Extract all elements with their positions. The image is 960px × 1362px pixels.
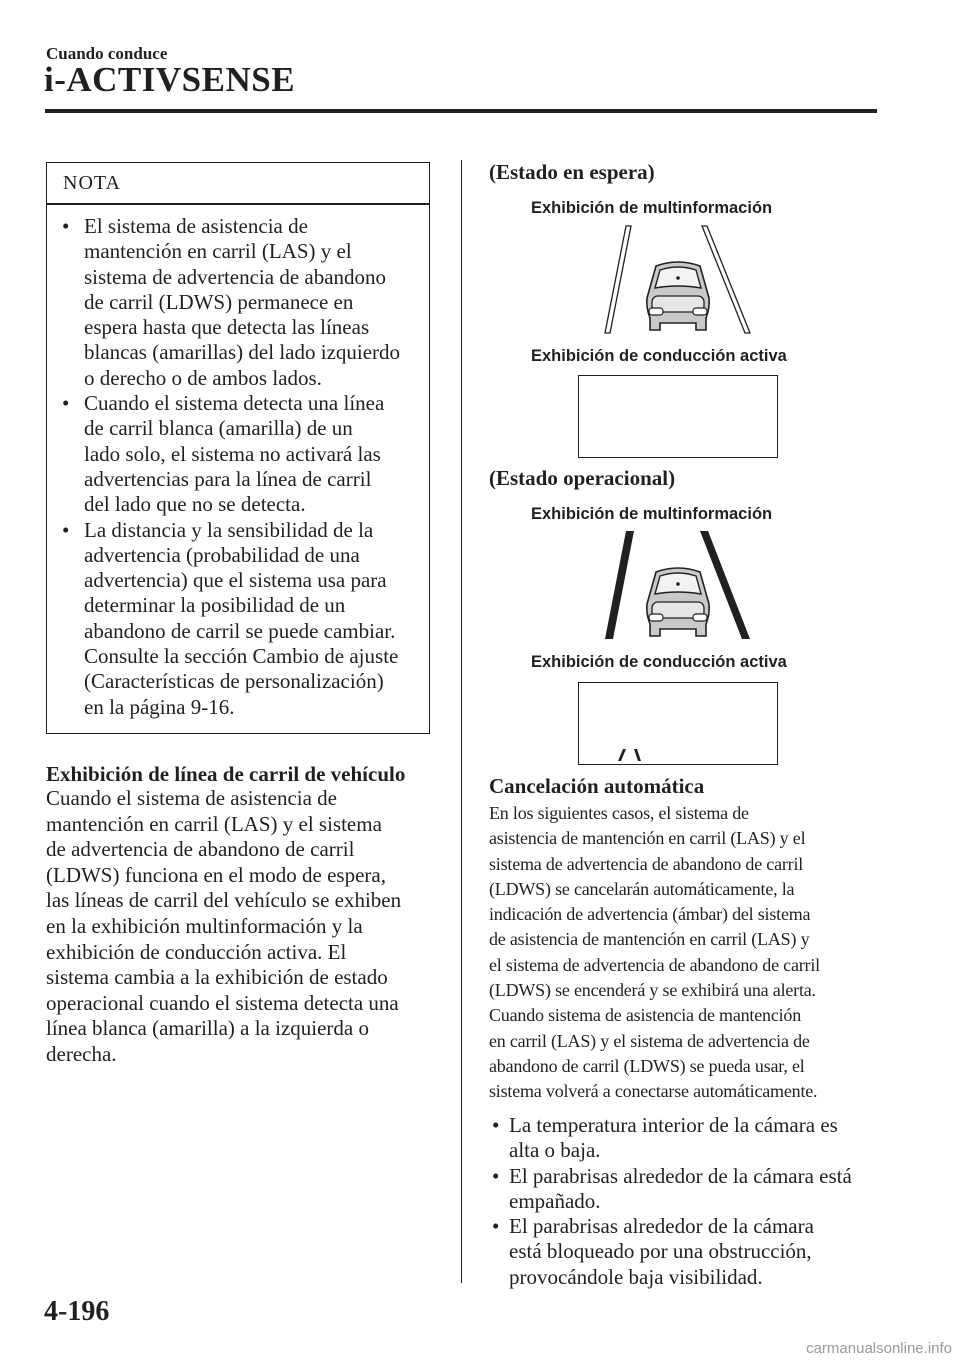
page-number: 4-196	[44, 1296, 110, 1327]
nota-list	[58, 214, 430, 720]
paragraph-line: exhibición de conducción activa. El	[46, 939, 347, 964]
bullet-dot: •	[492, 1163, 500, 1188]
bullet-dot: •	[62, 517, 70, 542]
nota-line: El sistema de asistencia de	[84, 214, 308, 238]
header-rule	[45, 109, 877, 113]
nota-line: advertencia (probabilidad de una	[84, 542, 360, 567]
bullet-dot: •	[492, 1214, 500, 1239]
nota-line: advertencia) que el sistema usa para	[84, 568, 387, 593]
list-line: alta o baja.	[509, 1138, 601, 1163]
page-title: i-ACTIVSENSE	[44, 60, 296, 99]
operational-multi-display-illustration	[604, 528, 752, 640]
list-line: está bloqueado por una obstrucción,	[509, 1239, 812, 1264]
nota-line: Consulte la sección Cambio de ajuste	[84, 644, 399, 669]
nota-line: o derecho o de ambos lados.	[84, 365, 322, 390]
standby-label: (Estado en espera)	[489, 160, 655, 184]
paragraph-line: operacional cuando el sistema detecta una	[46, 990, 399, 1015]
operational-label: (Estado operacional)	[489, 466, 676, 490]
paragraph-line: el sistema de advertencia de abandono de carril	[489, 954, 820, 975]
nota-line: espera hasta que detecta las líneas	[84, 315, 370, 340]
nota-item	[58, 391, 430, 517]
paragraph-line: (LDWS) se cancelarán automáticamente, la	[489, 878, 795, 899]
nota-line: de carril (LDWS) permanece en	[84, 289, 354, 314]
paragraph-line: sistema volverá a conectarse automáticamente.	[489, 1081, 818, 1102]
watermark: carmanualsonline.info	[806, 1340, 952, 1357]
auto-cancel-paragraph	[489, 801, 884, 1105]
car-icon	[647, 262, 709, 330]
left-lane-line	[605, 226, 631, 333]
auto-cancel-item	[489, 1113, 884, 1164]
paragraph-line: (LDWS) funciona en el modo de espera,	[46, 862, 386, 887]
list-line: La temperatura interior de la cámara es	[509, 1113, 838, 1137]
nota-item	[58, 518, 430, 720]
column-divider	[461, 160, 462, 1283]
standby-active-display	[578, 375, 778, 458]
right-lane-line	[700, 531, 750, 639]
right-lane-mark	[634, 749, 641, 761]
paragraph-line: asistencia de mantención en carril (LAS) y el	[489, 828, 806, 849]
auto-cancel-heading: Cancelación automática	[489, 774, 705, 798]
paragraph-line: En los siguientes casos, el sistema de	[489, 803, 749, 823]
paragraph-line: en carril (LAS) y el sistema de advertencia de	[489, 1030, 810, 1051]
bullet-dot: •	[62, 391, 70, 416]
paragraph-line: derecha.	[46, 1041, 117, 1066]
operational-multi-caption: Exhibición de multinformación	[531, 505, 773, 523]
paragraph-line: en la exhibición multinformación y la	[46, 913, 363, 938]
bullet-dot: •	[492, 1113, 500, 1137]
nota-line: de carril blanca (amarilla) de un	[84, 416, 353, 441]
operational-active-caption: Exhibición de conducción activa	[531, 653, 787, 671]
paragraph-line: Cuando el sistema de asistencia de	[46, 786, 337, 810]
nota-line: sistema de advertencia de abandono	[84, 264, 387, 289]
nota-item	[58, 214, 430, 391]
auto-cancel-item	[489, 1164, 884, 1215]
nota-line: mantención en carril (LAS) y el	[84, 239, 352, 264]
auto-cancel-list	[489, 1113, 884, 1290]
list-line: provocándole baja visibilidad.	[509, 1264, 763, 1289]
lane-display-heading: Exhibición de línea de carril de vehículo	[46, 762, 406, 786]
paragraph-line: abandono de carril (LDWS) se pueda usar, el	[489, 1055, 805, 1076]
bullet-dot: •	[62, 214, 70, 238]
list-line: empañado.	[509, 1188, 601, 1213]
nota-line: abandono de carril se puede cambiar.	[84, 618, 396, 643]
nota-line: lado solo, el sistema no activará las	[84, 441, 381, 466]
active-display-lane-marks	[579, 683, 776, 763]
standby-multi-display-illustration	[604, 222, 752, 334]
car-icon	[647, 568, 709, 636]
standby-multi-caption: Exhibición de multinformación	[531, 199, 773, 217]
paragraph-line: línea blanca (amarilla) a la izquierda o	[46, 1016, 369, 1041]
nota-divider	[46, 203, 430, 205]
nota-line: blancas (amarillas) del lado izquierdo	[84, 340, 401, 365]
paragraph-line: las líneas de carril del vehículo se exhiben	[46, 888, 402, 913]
auto-cancel-item	[489, 1214, 884, 1290]
left-lane-line	[605, 531, 634, 639]
section-name: Cuando conduce	[46, 44, 168, 63]
paragraph-line: Cuando sistema de asistencia de mantención	[489, 1005, 802, 1026]
paragraph-line: sistema de advertencia de abandono de carril	[489, 853, 804, 874]
list-line: El parabrisas alrededor de la cámara	[509, 1214, 814, 1239]
nota-line: advertencias para la línea de carril	[84, 466, 372, 491]
nota-line: en la página 9-16.	[84, 694, 235, 719]
paragraph-line: sistema cambia a la exhibición de estado	[46, 965, 388, 990]
nota-title: NOTA	[63, 172, 121, 194]
lane-display-paragraph	[46, 786, 446, 1068]
standby-active-caption: Exhibición de conducción activa	[531, 347, 787, 365]
operational-active-display	[578, 682, 778, 765]
nota-line: (Características de personalización)	[84, 669, 384, 694]
paragraph-line: mantención en carril (LAS) y el sistema	[46, 811, 382, 836]
left-lane-mark	[618, 749, 626, 761]
paragraph-line: de advertencia de abandono de carril	[46, 837, 355, 862]
nota-line: La distancia y la sensibilidad de la	[84, 517, 374, 542]
nota-line: Cuando el sistema detecta una línea	[84, 391, 385, 416]
paragraph-line: indicación de advertencia (ámbar) del sistema	[489, 904, 811, 925]
nota-line: del lado que no se detecta.	[84, 492, 306, 517]
right-lane-line	[702, 226, 750, 333]
list-line: El parabrisas alrededor de la cámara está	[509, 1163, 852, 1188]
paragraph-line: (LDWS) se encenderá y se exhibirá una alerta.	[489, 980, 816, 1001]
paragraph-line: de asistencia de mantención en carril (LAS) y	[489, 929, 810, 950]
nota-line: determinar la posibilidad de un	[84, 593, 346, 618]
